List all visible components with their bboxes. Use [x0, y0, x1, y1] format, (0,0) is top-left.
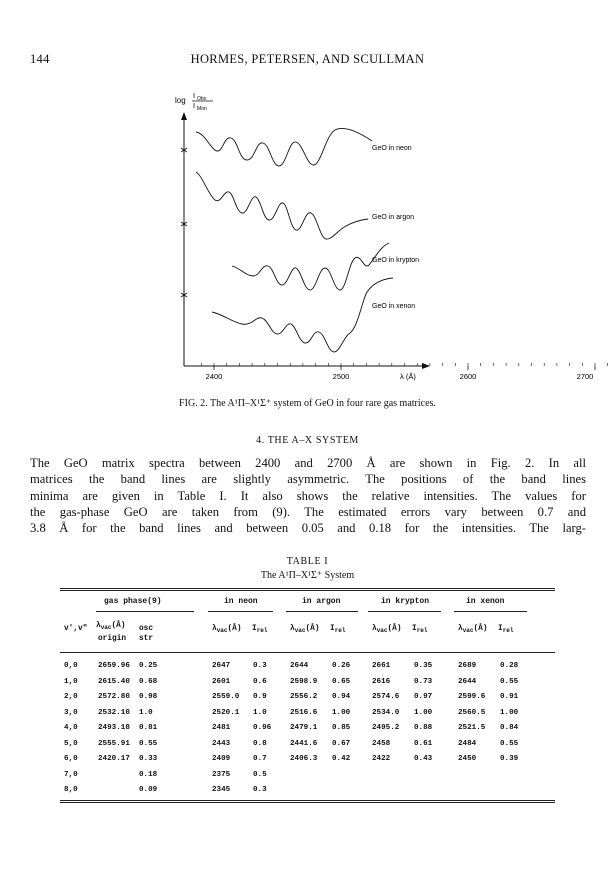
table-cell: 0.55	[500, 739, 519, 748]
table-cell: 5,0	[64, 739, 78, 748]
table-cell: 2481	[212, 724, 231, 732]
table-cell: 2409	[212, 755, 231, 763]
table-cell: 2560.5	[458, 708, 486, 717]
group-krypton: in krypton	[381, 597, 430, 606]
col-header-irel: $I_{rel}$	[330, 625, 346, 634]
spectra-figure	[0, 0, 615, 395]
table-cell: 2555.91	[98, 739, 130, 748]
y-label-log: log	[175, 96, 186, 105]
table-cell: 2443	[212, 739, 231, 748]
table-cell: 2599.6	[458, 693, 486, 701]
table-cell: 2616	[372, 677, 391, 686]
x-major-ticks	[214, 366, 595, 370]
table-cell: 0.7	[253, 755, 267, 763]
table-cell: 1.00	[414, 708, 433, 717]
table-cell: 2422	[372, 755, 391, 763]
table-cell: 2375	[212, 770, 231, 779]
trace-label-krypton: GeO in krypton	[372, 257, 420, 264]
table-cell: 2661	[372, 662, 391, 670]
table-cell: 0.18	[139, 770, 158, 779]
table-cell: 2556.2	[290, 693, 318, 701]
table-cell: 0.39	[500, 755, 519, 763]
table-rule-bottom	[60, 800, 555, 801]
body-line: 3.8 Å for the band lines and between 0.05 and 0.18 for the intensities. The larg-	[30, 521, 586, 536]
table-cell: 2559.0	[212, 693, 240, 701]
table-cell: 2493.18	[98, 724, 130, 732]
table-cell: 0.42	[332, 755, 351, 763]
table-cell: 1.0	[139, 708, 153, 717]
table-cell: 2689	[458, 662, 477, 670]
table-cell: 2574.6	[372, 693, 400, 701]
table-rule-top	[60, 588, 555, 589]
col-header-lambda: $\lambda_{vac}(Å)$	[96, 622, 126, 631]
running-head: HORMES, PETERSEN, AND SCULLMAN	[190, 52, 425, 66]
table-cell: 0.9	[253, 693, 267, 701]
table-cell: 1,0	[64, 677, 78, 686]
col-header-irel: $I_{rel}$	[498, 625, 514, 634]
trace-neon	[196, 128, 372, 166]
table-cell: 0.68	[139, 677, 158, 686]
table-cell: 2659.96	[98, 662, 130, 670]
table-cell: 2345	[212, 786, 231, 794]
table-cell: 2484	[458, 739, 477, 748]
x-tick-label: 2400	[205, 372, 223, 381]
table-cell: 7,0	[64, 770, 78, 779]
table-cell: 0.8	[253, 739, 267, 748]
table-cell: 1.00	[500, 708, 519, 717]
body-line: matrices the band lines are slightly asymmetric. The positions of the band lines	[30, 472, 586, 487]
table-cell: 0.55	[500, 677, 519, 686]
col-header-lambda: $\lambda_{vac}(Å)$	[458, 625, 488, 634]
x-tick-label: 2500	[332, 372, 350, 381]
table-cell: 4,0	[64, 724, 78, 732]
table-cell: 2532.10	[98, 708, 130, 717]
trace-krypton	[232, 243, 389, 290]
group-underline	[208, 611, 273, 612]
table-cell: 0.65	[332, 677, 351, 686]
body-line: minima are given in Table I. It also shows the relative intensities. The values for	[30, 488, 586, 503]
table-cell: 0.91	[500, 693, 519, 701]
table-cell: 0.6	[253, 677, 267, 686]
table-cell: 2516.6	[290, 708, 318, 717]
table-cell: 0.81	[139, 724, 158, 732]
table-cell: 0.85	[332, 724, 351, 732]
x-tick-label: 2700	[576, 372, 594, 381]
table-cell: 2601	[212, 677, 231, 686]
table-cell: 0.97	[414, 693, 433, 701]
section-heading: 4. THE A–X SYSTEM	[256, 435, 359, 446]
col-header-origin: origin	[98, 635, 127, 643]
table-cell: 0.88	[414, 724, 433, 732]
body-line: the gas-phase GeO are taken from (9). The estimated errors vary between 0.7 and	[30, 504, 586, 519]
table-cell: 2450	[458, 755, 477, 763]
trace-label-argon: GeO in argon	[372, 214, 415, 221]
table-cell: 2520.1	[212, 708, 240, 717]
table-cell: 0.25	[139, 662, 158, 670]
body-paragraph	[30, 455, 586, 536]
y-label-denominator-sub: Mon	[197, 106, 207, 112]
table-cell: 8,0	[64, 786, 78, 794]
col-header-lambda: $\lambda_{vac}(Å)$	[212, 625, 242, 634]
trace-label-neon: GeO in neon	[372, 145, 412, 152]
table-cell: 0.73	[414, 677, 433, 686]
col-header-str: str	[139, 635, 154, 643]
table-label: TABLE I	[286, 556, 329, 567]
table-cell: 1.0	[253, 708, 267, 717]
trace-xenon	[212, 278, 393, 352]
body-line: The GeO matrix spectra between 2400 and 2700 Å are shown in Fig. 2. In all	[30, 456, 586, 470]
table-cell: 2406.3	[290, 755, 318, 763]
table-rule-top-double	[60, 590, 555, 591]
page-number: 144	[30, 52, 50, 66]
table-cell: 0.55	[139, 739, 158, 748]
group-gas-phase: gas phase(9)	[104, 597, 162, 606]
table-cell: 0.67	[332, 739, 351, 748]
group-neon: in neon	[224, 597, 258, 606]
col-header-lambda: $\lambda_{vac}(Å)$	[290, 625, 320, 634]
y-label-denominator: I	[193, 101, 196, 110]
table-cell: 2,0	[64, 693, 78, 701]
trace-label-xenon: GeO in xenon	[372, 303, 416, 310]
caption-text: The A¹Π–X¹Σ⁺ system of GeO in four rare gas matrices.	[210, 398, 436, 409]
table-cell: 0.98	[139, 693, 158, 701]
group-underline	[368, 611, 441, 612]
table-cell: 0.3	[253, 786, 267, 794]
table-cell: 0.26	[332, 662, 351, 670]
col-header-vv: v′,v″	[64, 625, 88, 633]
table-cell: 0,0	[64, 662, 78, 670]
col-header-irel: $I_{rel}$	[412, 625, 428, 634]
table-cell: 2644	[458, 677, 477, 686]
group-argon: in argon	[302, 597, 341, 606]
group-underline	[286, 611, 358, 612]
caption-fig-no: FIG. 2.	[179, 398, 208, 409]
table-cell: 0.33	[139, 755, 158, 763]
x-axis-arrow	[422, 363, 430, 369]
table-cell: 1.00	[332, 708, 351, 717]
group-underline	[454, 611, 527, 612]
col-header-irel: $I_{rel}$	[252, 625, 268, 634]
table-title: The A¹Π–X¹Σ⁺ System	[260, 570, 355, 581]
table-rule-header	[60, 652, 555, 653]
y-axis-arrow	[181, 112, 187, 120]
col-header-osc: osc	[139, 625, 154, 633]
x-axis-unit: λ (Å)	[400, 372, 416, 381]
figure-caption	[0, 398, 615, 409]
table-cell: 2534.0	[372, 708, 400, 717]
table-cell: 2479.1	[290, 724, 318, 732]
table-cell: 0.5	[253, 770, 267, 779]
group-xenon: in xenon	[466, 597, 505, 606]
table-cell: 0.3	[253, 662, 267, 670]
table-cell: 2647	[212, 662, 231, 670]
table-cell: 2598.9	[290, 677, 318, 686]
table-cell: 0.96	[253, 724, 272, 732]
table-cell: 3,0	[64, 708, 78, 717]
table-cell: 2644	[290, 662, 309, 670]
table-cell: 2521.5	[458, 724, 486, 732]
table-cell: 0.61	[414, 739, 433, 748]
table-cell: 2458	[372, 739, 391, 748]
table-rule-bottom-double	[60, 802, 555, 803]
table-cell: 2615.40	[98, 677, 130, 686]
table-cell: 0.35	[414, 662, 433, 670]
table-cell: 0.09	[139, 786, 158, 794]
table-cell: 0.43	[414, 755, 433, 763]
y-axis-label	[175, 91, 213, 112]
table-cell: 2441.6	[290, 739, 318, 748]
y-label-numerator-sub: Obs	[197, 96, 207, 102]
col-header-lambda: $\lambda_{vac}(Å)$	[372, 625, 402, 634]
group-underline	[96, 611, 194, 612]
table-cell: 6,0	[64, 755, 78, 763]
table-cell: 0.84	[500, 724, 519, 732]
table-cell: 2572.80	[98, 693, 130, 701]
x-tick-label: 2600	[459, 372, 477, 381]
table-cell: 2420.17	[98, 755, 130, 763]
table-cell: 0.94	[332, 693, 351, 701]
trace-argon	[196, 172, 368, 239]
y-label-numerator: I	[193, 91, 196, 100]
table-cell: 0.28	[500, 662, 519, 670]
table-cell: 2495.2	[372, 724, 400, 732]
